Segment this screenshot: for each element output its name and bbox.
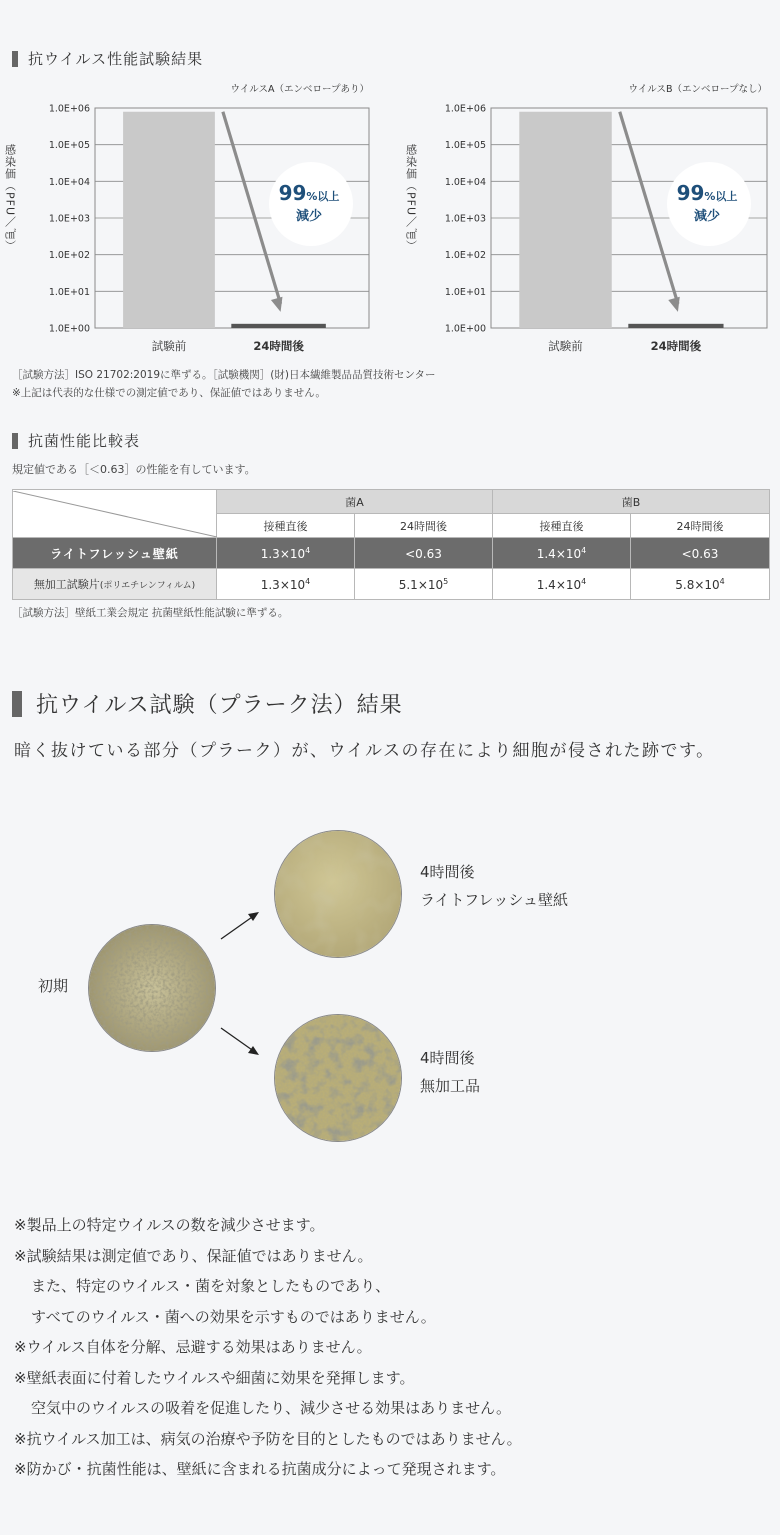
badge-percent: 99%以上 bbox=[278, 181, 340, 205]
row-label-untreated: 無加工試験片(ポリエチレンフィルム) bbox=[13, 569, 217, 600]
label-top-line2: ライトフレッシュ壁紙 bbox=[420, 891, 569, 909]
arrow-down-right-icon bbox=[215, 1022, 265, 1062]
section-title-text: 抗菌性能比較表 bbox=[28, 432, 141, 450]
petri-dish-light-fresh bbox=[274, 830, 402, 958]
chart-virus-b bbox=[398, 78, 778, 360]
section-title-text: 抗ウイルス試験（プラーク法）結果 bbox=[36, 693, 403, 718]
x-category-label: 試験前 bbox=[151, 339, 187, 353]
row-label-light-fresh: ライトフレッシュ壁紙 bbox=[13, 538, 217, 569]
y-tick-label: 1.0E+02 bbox=[48, 250, 90, 262]
footnote-line: また、特定のウイルス・菌を対象としたものであり、 bbox=[31, 1277, 391, 1295]
label-initial: 初期 bbox=[38, 977, 69, 995]
footnotes-list bbox=[14, 1210, 522, 1485]
chart-virus-a bbox=[0, 78, 390, 360]
section-title-text: 抗ウイルス性能試験結果 bbox=[28, 50, 204, 68]
y-tick-label: 1.0E+00 bbox=[48, 323, 90, 335]
footnote-line: ※製品上の特定ウイルスの数を減少させます。 bbox=[14, 1216, 325, 1234]
subheader-cell: 接種直後 bbox=[217, 514, 355, 538]
y-tick-label: 1.0E+04 bbox=[48, 176, 90, 188]
petri-dish-untreated bbox=[274, 1014, 402, 1142]
subheader-cell: 接種直後 bbox=[493, 514, 631, 538]
diagonal-line bbox=[13, 491, 217, 537]
test-method-note: ［試験方法］ISO 21702:2019に準ずる。［試験機関］(財)日本繊維製品品質技術センター bbox=[12, 369, 436, 381]
arrow-up-right-icon bbox=[215, 905, 265, 945]
value-cell: <0.63 bbox=[631, 538, 770, 569]
section-title-antibacterial bbox=[12, 430, 140, 451]
chart-title: ウイルスB（エンベロープなし） bbox=[628, 84, 767, 95]
antibacterial-comparison-table bbox=[12, 489, 770, 600]
table-corner-cell bbox=[13, 490, 217, 538]
y-tick-label: 1.0E+01 bbox=[48, 286, 90, 298]
label-bottom-line1: 4時間後 bbox=[420, 1049, 475, 1067]
badge-percent: 99%以上 bbox=[676, 181, 738, 205]
subheader-cell: 24時間後 bbox=[355, 514, 493, 538]
disclaimer-note: ※上記は代表的な仕様での測定値であり、保証値ではありません。 bbox=[12, 387, 326, 399]
footnote-line: ※壁紙表面に付着したウイルスや細菌に効果を発揮します。 bbox=[14, 1368, 415, 1387]
header-group-b: 菌B bbox=[493, 490, 770, 514]
footnote-line: ※抗ウイルス加工は、病気の治療や予防を目的としたものではありません。 bbox=[14, 1429, 522, 1448]
value-cell: $1.4\times 10^4$ bbox=[493, 569, 631, 600]
reduction-arrow-head bbox=[271, 297, 283, 312]
label-bottom-line2: 無加工品 bbox=[420, 1077, 481, 1095]
table-row bbox=[13, 538, 770, 569]
y-tick-label: 1.0E+05 bbox=[48, 140, 90, 152]
y-tick-label: 1.0E+04 bbox=[444, 176, 486, 188]
subheader-cell: 24時間後 bbox=[631, 514, 770, 538]
plaque-description: 暗く抜けている部分（プラーク）が、ウイルスの存在により細胞が侵された跡です。 bbox=[14, 741, 715, 761]
title-bar-marker bbox=[12, 691, 22, 717]
label-top-result bbox=[420, 858, 568, 914]
header-group-a: 菌A bbox=[217, 490, 493, 514]
y-tick-label: 1.0E+03 bbox=[48, 213, 90, 225]
bar-0 bbox=[123, 112, 215, 328]
y-tick-label: 1.0E+05 bbox=[444, 140, 486, 152]
y-tick-label: 1.0E+02 bbox=[444, 250, 486, 262]
y-axis-label: 感染価（PFU／㎠） bbox=[404, 144, 418, 253]
badge-subtext: 減少 bbox=[295, 209, 323, 224]
x-category-label: 24時間後 bbox=[650, 339, 702, 353]
value-cell: $5.8\times 10^4$ bbox=[631, 569, 770, 600]
bar-0 bbox=[519, 112, 611, 328]
standard-intro: 規定値である［＜0.63］の性能を有しています。 bbox=[12, 463, 256, 476]
value-cell: $1.3\times 10^4$ bbox=[217, 538, 355, 569]
title-bar-marker bbox=[12, 433, 18, 449]
value-cell: $5.1\times 10^5$ bbox=[355, 569, 493, 600]
table-method-note: ［試験方法］壁紙工業会規定 抗菌壁紙性能試験に準ずる。 bbox=[12, 607, 289, 619]
y-tick-label: 1.0E+01 bbox=[444, 286, 486, 298]
value-cell: $1.3\times 10^4$ bbox=[217, 569, 355, 600]
y-tick-label: 1.0E+00 bbox=[444, 323, 486, 335]
title-bar-marker bbox=[12, 51, 18, 67]
y-axis-label: 感染価（PFU／㎠） bbox=[3, 144, 17, 253]
section-title-plaque bbox=[12, 688, 403, 719]
y-tick-label: 1.0E+06 bbox=[48, 103, 90, 115]
y-tick-label: 1.0E+03 bbox=[444, 213, 486, 225]
value-cell: $1.4\times 10^4$ bbox=[493, 538, 631, 569]
chart-title: ウイルスA（エンベロープあり） bbox=[230, 84, 369, 95]
reduction-arrow-head bbox=[668, 297, 680, 312]
footnote-line: ※防かび・抗菌性能は、壁紙に含まれる抗菌成分によって発現されます。 bbox=[14, 1460, 506, 1478]
label-bottom-result bbox=[420, 1044, 480, 1100]
value-cell: <0.63 bbox=[355, 538, 493, 569]
x-category-label: 試験前 bbox=[548, 339, 583, 353]
bar-1 bbox=[231, 324, 326, 328]
petri-dish-initial bbox=[88, 924, 216, 1052]
footnote-line: すべてのウイルス・菌への効果を示すものではありません。 bbox=[31, 1307, 436, 1326]
badge-subtext: 減少 bbox=[693, 209, 721, 224]
label-top-line1: 4時間後 bbox=[420, 863, 475, 881]
footnote-line: ※ウイルス自体を分解、忌避する効果はありません。 bbox=[14, 1338, 372, 1356]
x-category-label: 24時間後 bbox=[253, 339, 304, 353]
footnote-line: 空気中のウイルスの吸着を促進したり、減少させる効果はありません。 bbox=[31, 1399, 512, 1417]
footnote-line: ※試験結果は測定値であり、保証値ではありません。 bbox=[14, 1246, 373, 1265]
table-row bbox=[13, 569, 770, 600]
bar-1 bbox=[628, 324, 723, 328]
y-tick-label: 1.0E+06 bbox=[444, 103, 486, 115]
section-title-antiviral bbox=[12, 48, 203, 69]
